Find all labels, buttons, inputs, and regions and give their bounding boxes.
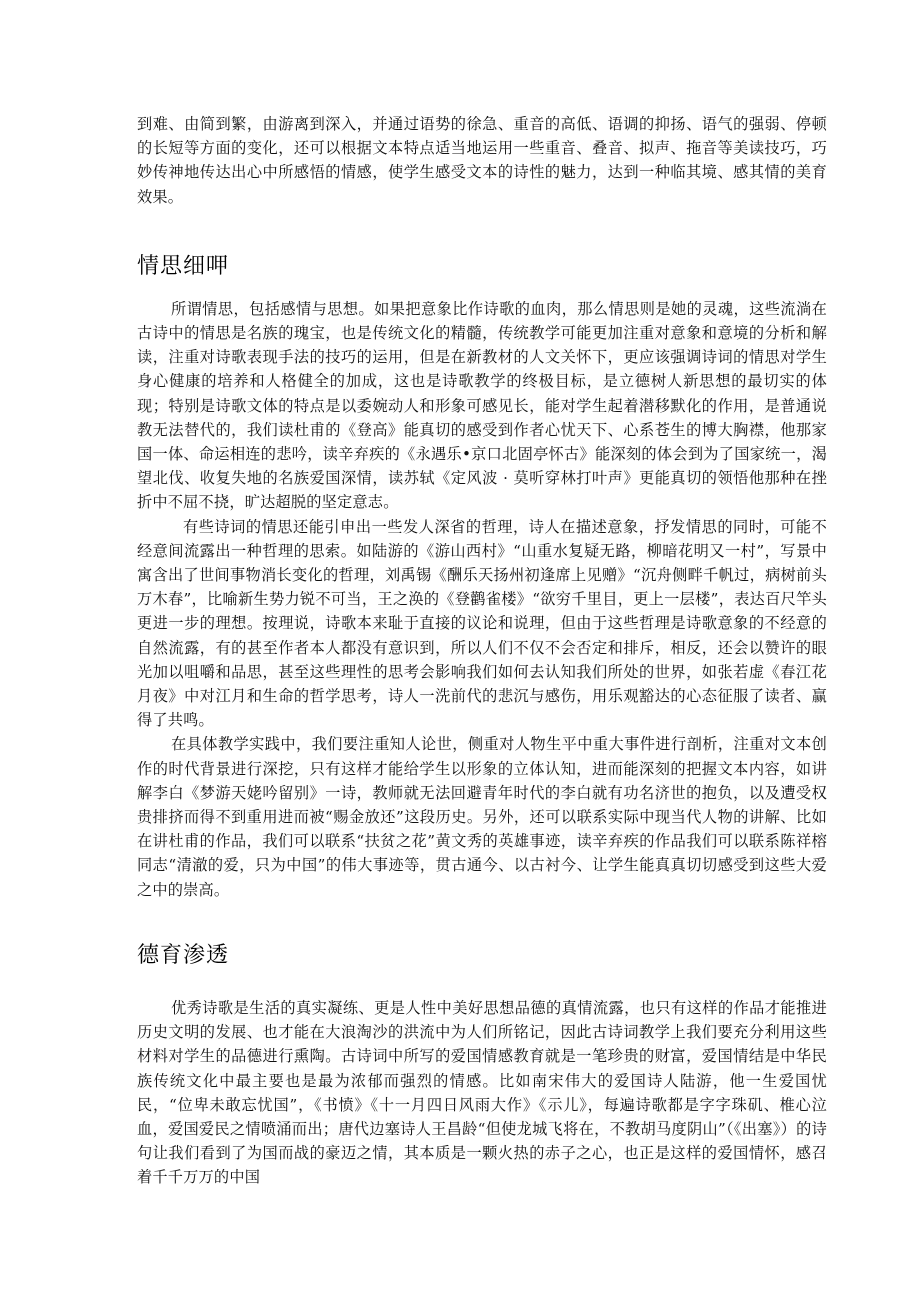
body-paragraph: 优秀诗歌是生活的真实凝练、更是人性中美好思想品德的真情流露，也只有这样的作品才能推进历史文明的发展、也才能在大浪淘沙的洪流中为人们所铭记，因此古诗词教学上我们要充分利用这些材料对学生的品德进行熏陶。古诗词中所写的爱国情感教育就是一笔珍贵的财富，爱国情结是中华民族传统文化中最主要也是最为浓郁而强烈的情感。比如南宋伟大的爱国诗人陆游，他一生爱国忧民，“位卑未敢忘忧国”，《书愤》《十一月四日风雨大作》《示儿》，每遍诗歌都是字字珠矶、椎心泣血，爱国爱民之情喷涌而出；唐代边塞诗人王昌龄“但使龙城飞将在，不教胡马度阴山”（《出塞》）的诗句让我们看到了为国而战的豪迈之情，其本质是一颗火热的赤子之心，也正是这样的爱国情怀，感召着千千万万的中国 xyxy=(137,998,827,1187)
body-paragraph: 有些诗词的情思还能引申出一些发人深省的哲理，诗人在描述意象，抒发情思的同时，可能不经意间流露出一种哲理的思索。如陆游的《游山西村》“山重水复疑无路，柳暗花明又一村”，写景中寓含出了世间事物消长变化的哲理，刘禹锡《酬乐天扬州初逢席上见赠》“沉舟侧畔千帆过，病树前头万木春”，比喻新生势力锐不可当，王之涣的《登鹳雀楼》“欲穷千里目，更上一层楼”，表达百尺竿头更进一步的理想。按理说，诗歌本来耻于直接的议论和说理，但由于这些哲理是诗歌意象的不经意的自然流露，有的甚至作者本人都没有意识到，所以人们不仅不会否定和排斥，相反，还会以赞许的眼光加以咀嚼和品思，甚至这些理性的思考会影响我们如何去认知我们所处的世界，如张若虚《春江花月夜》中对江月和生命的哲学思考，诗人一洗前代的悲沉与感伤，用乐观豁达的心态征服了读者、赢得了共鸣。 xyxy=(137,517,827,730)
body-paragraph: 所谓情思，包括感情与思想。如果把意象比作诗歌的血肉，那么情思则是她的灵魂，这些流淌在古诗中的情思是名族的瑰宝，也是传统文化的精髓，传统教学可能更加注重对意象和意境的分析和解读，注重对诗歌表现手法的技巧的运用，但是在新教材的人文关怀下，更应该强调诗词的情思对学生身心健康的培养和人格健全的加成，这也是诗歌教学的终极目标，是立德树人新思想的最切实的体现；特别是诗歌文体的特点是以委婉动人和形象可感见长，能对学生起着潜移默化的作用，是普通说教无法替代的，我们读杜甫的《登高》能真切的感受到作者心忧天下、心系苍生的博大胸襟，他那家国一体、命运相连的悲吟，读辛弃疾的《永遇乐•京口北固亭怀古》能深刻的体会到为了国家统一，渴望北伐、收复失地的名族爱国深情，读苏轼《定风波 · 莫听穿林打叶声》更能真切的领悟他那种在挫折中不屈不挠，旷达超脱的坚定意志。 xyxy=(137,299,827,512)
section-heading-emotion: 情思细呷 xyxy=(137,253,230,279)
body-paragraph: 到难、由简到繁，由游离到深入，并通过语势的徐急、重音的高低、语调的抑扬、语气的强弱、停顿的长短等方面的变化，还可以根据文本特点适当地运用一些重音、叠音、拟声、拖音等美读技巧，巧妙传神地传达出心中所感悟的情感，使学生感受文本的诗性的魅力，达到一种临其境、感其情的美育效果。 xyxy=(137,115,827,206)
document-page xyxy=(137,112,827,1190)
body-paragraph: 在具体教学实践中，我们要注重知人论世，侧重对人物生平中重大事件进行剖析，注重对文本创作的时代背景进行深挖，只有这样才能给学生以形象的立体认知，进而能深刻的把握文本内容，如讲解李白《梦游天姥吟留别》一诗，教师就无法回避青年时代的李白就有功名济世的抱负，以及遭受权贵排挤而得不到重用进而被“赐金放还”这段历史。另外，还可以联系实际中现当代人物的讲解、比如在讲杜甫的作品，我们可以联系“扶贫之花”黄文秀的英雄事迹，读辛弃疾的作品我们可以联系陈祥榕同志“清澈的爱，只为中国”的伟大事迹等，贯古通今、以古衬今、让学生能真真切切感受到这些大爱之中的崇高。 xyxy=(137,735,827,899)
section-heading-moral: 德育渗透 xyxy=(137,942,230,968)
